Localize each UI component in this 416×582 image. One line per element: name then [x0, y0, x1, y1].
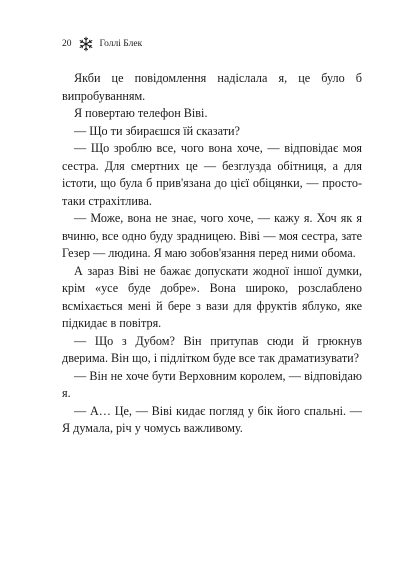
running-header: [62, 36, 142, 52]
paragraph: — Що ти збираєшся їй сказати?: [74, 123, 240, 138]
paragraph: — Він не хоче бути Верховним королем, — відповідаю я.: [62, 368, 362, 400]
paragraph: — Що зроблю все, чого вона хоче, — відповідає моя сестра. Для смертних це — безглузда обітниця, а для істоти, що була б прив'язана до цієї обіцянки, — просто-таки страхітлива.: [62, 141, 362, 208]
paragraph: Якби це повідомлення надіслала я, це було б випробуванням.: [62, 71, 362, 103]
page-number: 20: [62, 39, 72, 49]
paragraph: — А… Це, — Віві кидає погляд у бік його спальні. — Я думала, річ у чомусь важливому.: [62, 403, 362, 435]
paragraph: Я повертаю телефон Віві.: [74, 106, 208, 120]
snowflake-ornament-icon: [78, 36, 94, 52]
page-body: [62, 70, 362, 438]
paragraph: А зараз Віві не бажає допускати жодної іншої думки, крім «усе буде добре». Вона широко, розслаблено всміхається мені й бере з вази для фруктів яблуко, яке підкидає в повітря.: [62, 263, 362, 330]
paragraph: — Що з Дубом? Він притупав сюди й грюкнув дверима. Він що, і підлітком буде все так драматизувати?: [62, 333, 362, 365]
paragraph: — Може, вона не знає, чого хоче, — кажу я. Хоч як я вчиню, все одно буду зрадницею. Віві — моя сестра, зате Гезер — людина. Я маю зобов'язання перед ними обома.: [62, 211, 362, 260]
author-name: Голлі Блек: [99, 39, 143, 49]
